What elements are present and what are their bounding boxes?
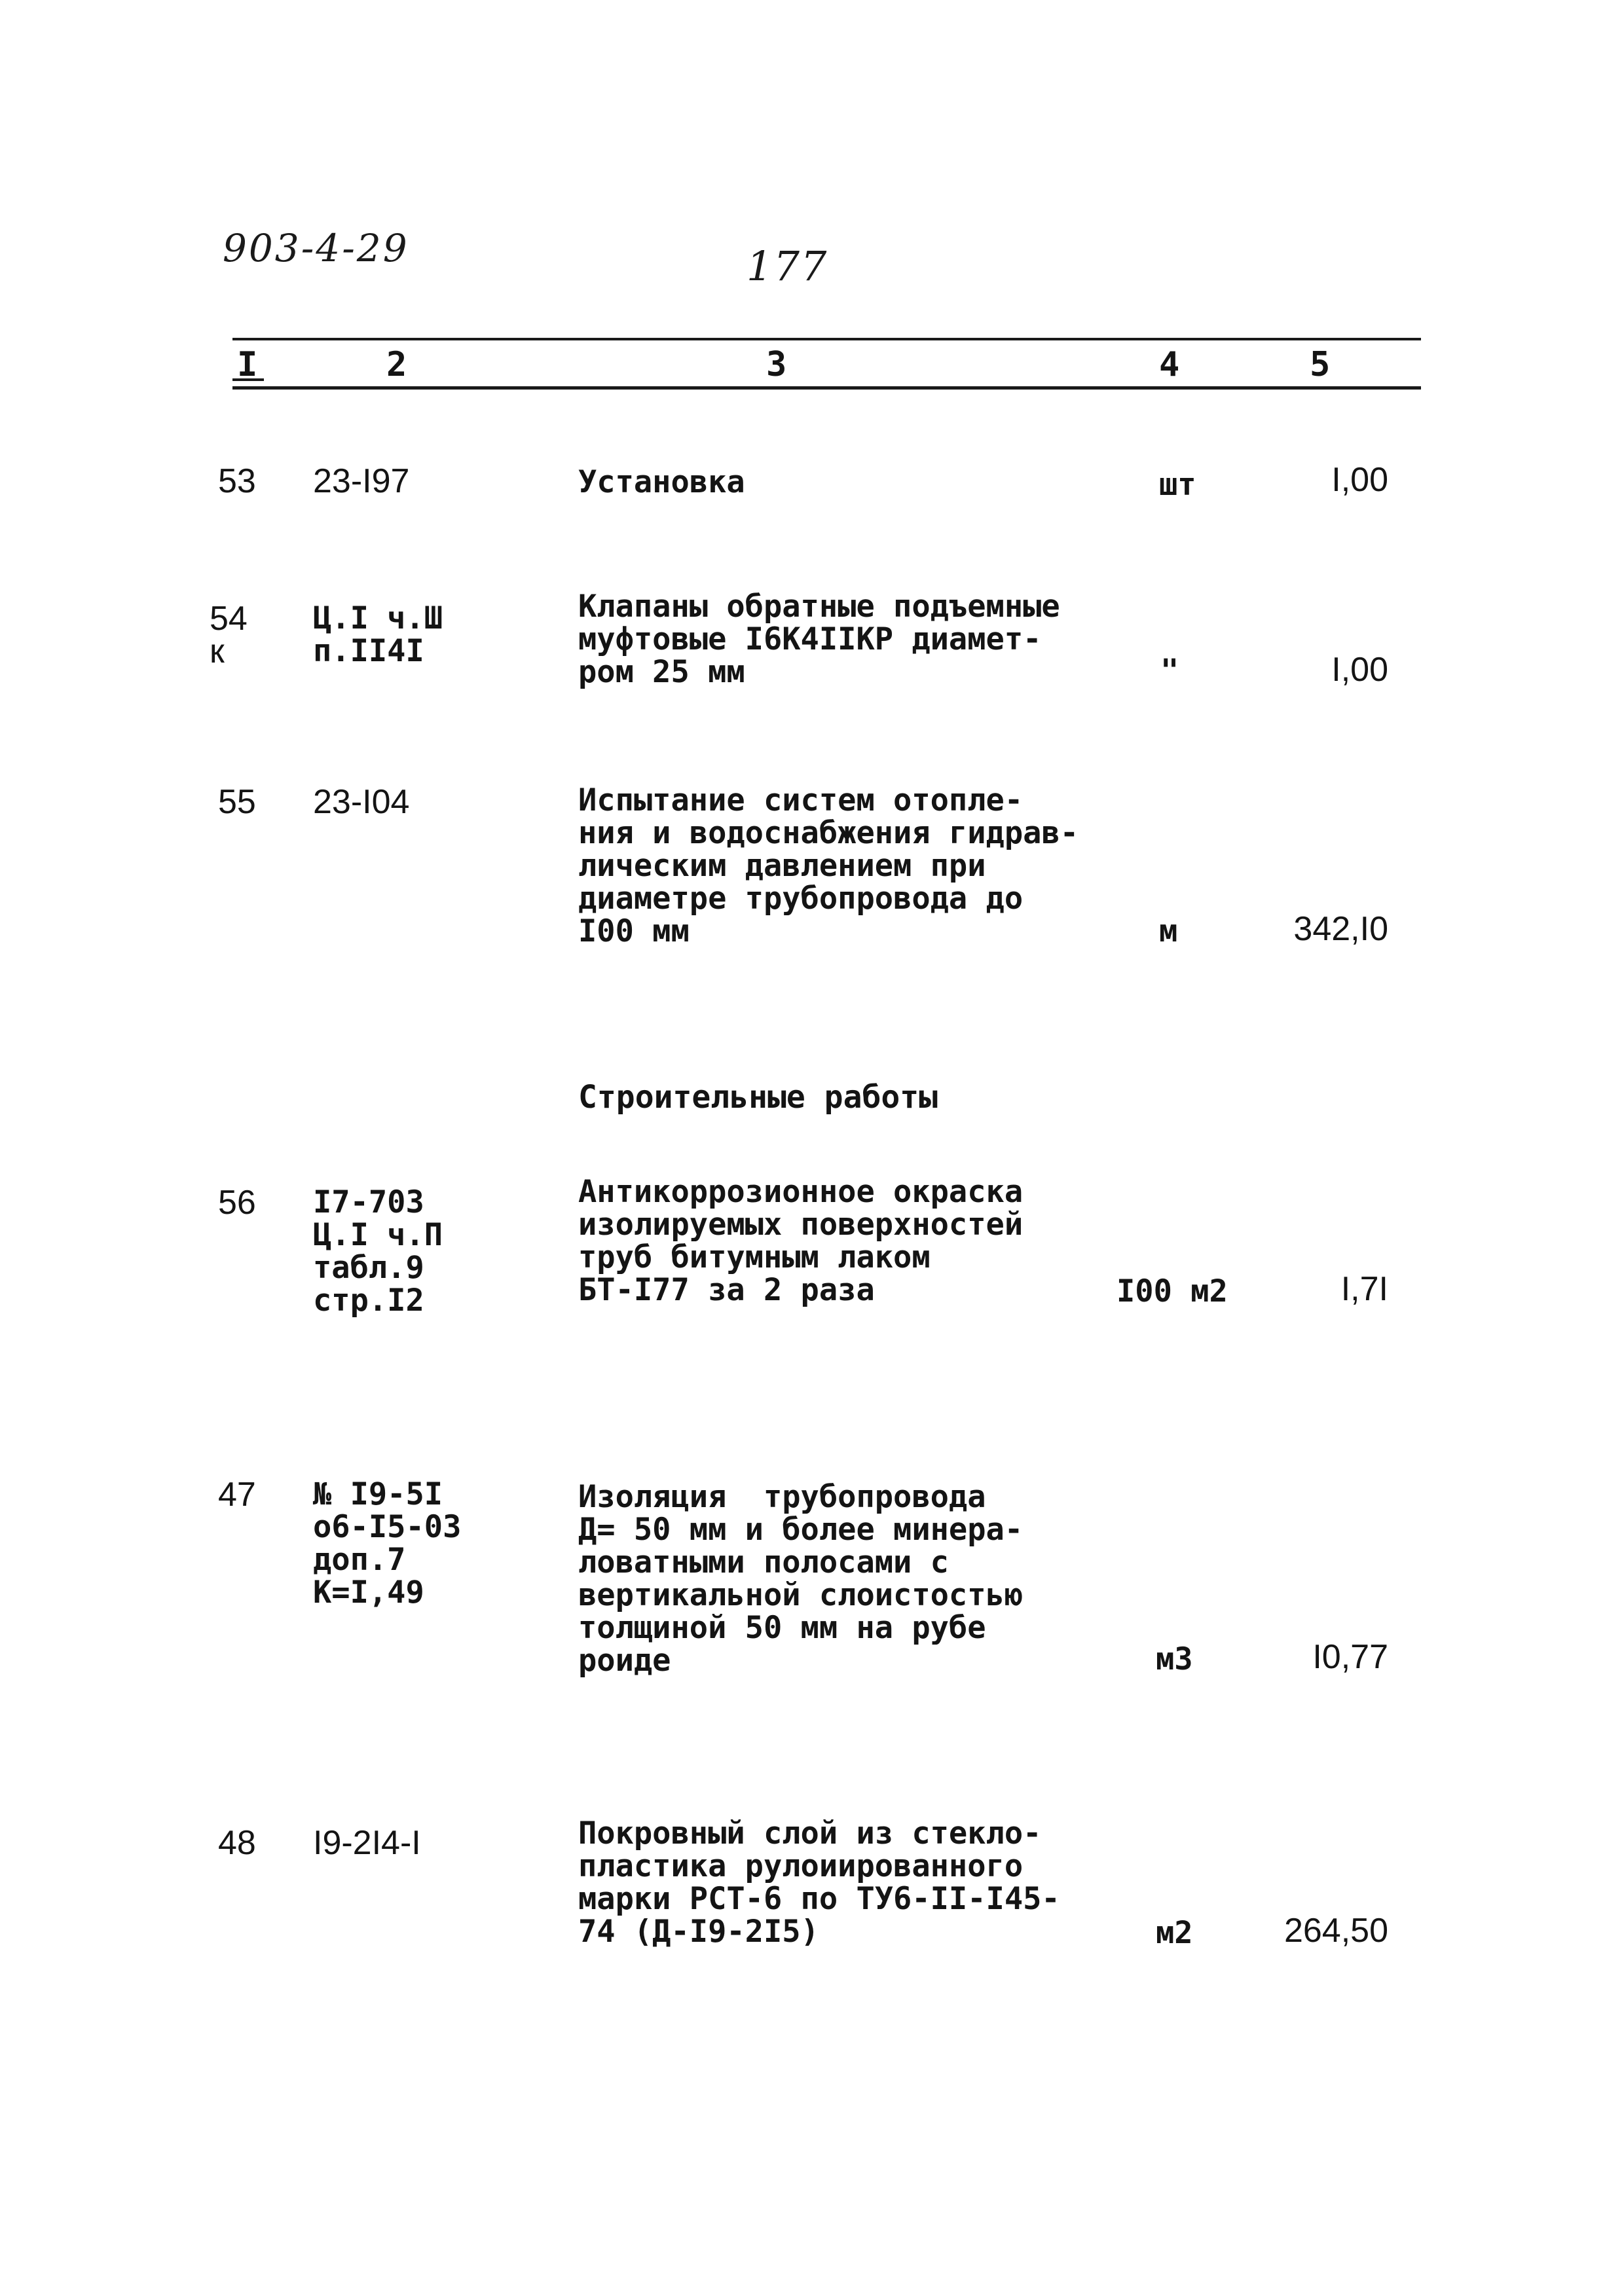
row-number: 55 — [218, 783, 256, 821]
column-header-5: 5 — [1310, 345, 1331, 384]
row-quantity: I,7I — [1340, 1270, 1388, 1308]
row-code: № I9-5I о6-I5-03 доп.7 К=I,49 — [313, 1476, 462, 1611]
row-code: 23-I97 — [313, 462, 410, 500]
row-unit: м — [1159, 913, 1178, 949]
row-quantity: I0,77 — [1312, 1638, 1388, 1676]
row-number: 56 — [218, 1184, 256, 1222]
row-quantity: I,00 — [1331, 461, 1388, 499]
row-description: Клапаны обратные подъемные муфтовые I6К4IIКР диамет- ром 25 мм — [578, 589, 1060, 690]
column-header-4: 4 — [1159, 345, 1180, 384]
row-unit: I00 м2 — [1116, 1273, 1228, 1309]
row-code: 23-I04 — [313, 783, 410, 821]
column-header-2: 2 — [386, 345, 407, 384]
row-unit: шт — [1159, 467, 1196, 503]
row-code: I7-703 Ц.I ч.П табл.9 стр.I2 — [313, 1184, 443, 1319]
column-header-1: I — [237, 345, 258, 384]
row-description: Установка — [578, 464, 745, 500]
row-quantity: I,00 — [1331, 651, 1388, 689]
table-top-rule — [232, 338, 1421, 340]
row-description: Покровный слой из стекло- пластика рулоиированного марки РСТ-6 по ТУ6-II-I45- 74 (Д-I9-2I5) — [578, 1815, 1060, 1950]
row-description: Испытание систем отопле- ния и водоснабжения гидрав- лическим давлением при диаметре трубопровода до I00 мм — [578, 782, 1079, 949]
document-code: 903-4-29 — [223, 226, 409, 270]
table-header-rule — [232, 386, 1421, 390]
row-number: 54 к — [210, 600, 248, 670]
row-number: 47 — [218, 1476, 256, 1514]
column-header-3: 3 — [766, 345, 787, 384]
row-unit: м3 — [1156, 1641, 1193, 1677]
row-unit: м2 — [1156, 1915, 1193, 1951]
row-code: I9-2I4-I — [313, 1824, 421, 1862]
page-number: 177 — [747, 242, 828, 290]
row-description: Антикоррозионное окраска изолируемых поверхностей труб битумным лаком БТ-I77 за 2 раза — [578, 1174, 1024, 1308]
row-description: Изоляция трубопровода Д= 50 мм и более минера- ловатными полосами с вертикальной слоистостью толщиной 50 мм на рубе роиде — [578, 1479, 1024, 1679]
row-number: 48 — [218, 1824, 256, 1862]
row-number: 53 — [218, 462, 256, 500]
row-code: Ц.I ч.Ш п.II4I — [313, 600, 443, 669]
row-unit: " — [1160, 653, 1179, 689]
row-quantity: 264,50 — [1283, 1912, 1388, 1950]
section-title: Строительные работы — [578, 1079, 938, 1116]
row-quantity: 342,I0 — [1293, 910, 1388, 948]
